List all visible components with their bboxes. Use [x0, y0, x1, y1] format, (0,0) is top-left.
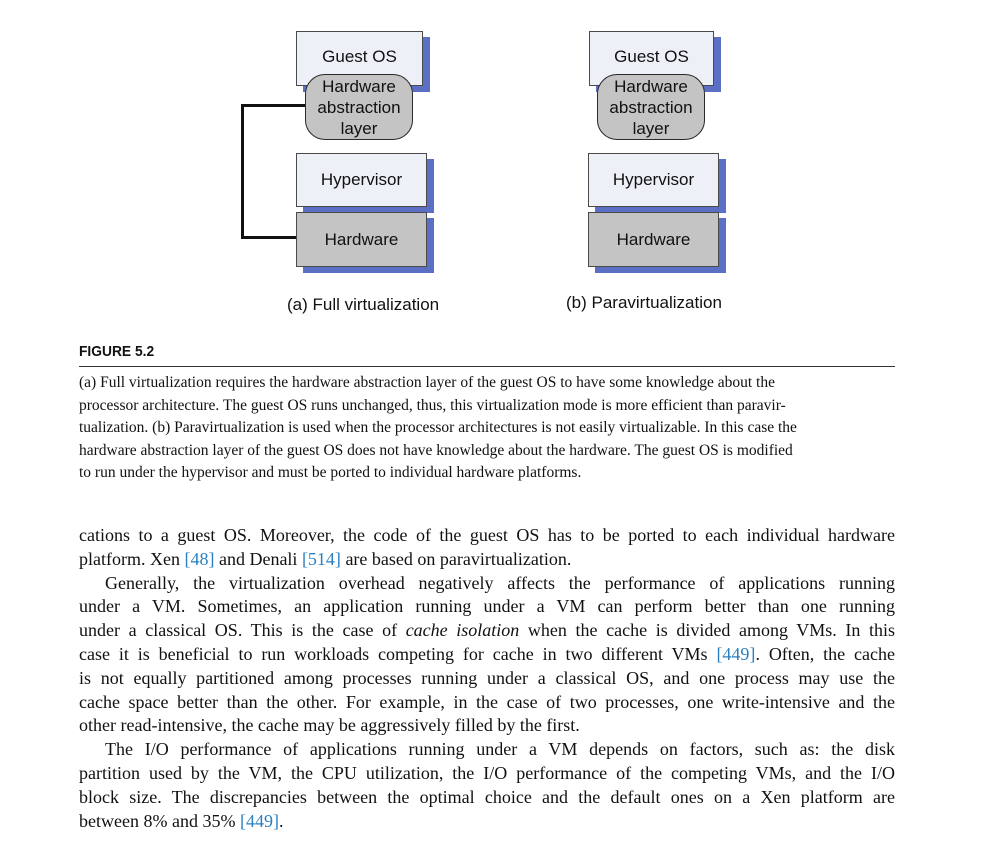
hardware-label: Hardware [616, 229, 691, 249]
connector-line-top [241, 104, 305, 107]
hal-line-2: abstraction [317, 98, 401, 117]
body-line: cache space better than the other. For example, in the case of two processes, one write-intensive and the [79, 691, 895, 712]
hardware-abstraction-layer [305, 74, 413, 140]
text-run: are based on paravirtualization. [340, 548, 572, 569]
hardware-abstraction-layer [597, 74, 705, 140]
hal-line-3: layer [632, 119, 670, 138]
caption-line: processor architecture. The guest OS runs unchanged, thus, this virtualization mode is more efficient than paravir- [79, 396, 786, 414]
body-line: partition used by the VM, the CPU utilization, the I/O performance of the competing VMs, and the I/O [79, 762, 895, 783]
hardware-box [588, 212, 719, 267]
body-line: block size. The discrepancies between the optimal choice and the default ones on a Xen platform are [79, 786, 895, 807]
body-line [79, 810, 895, 834]
connector-line-bottom [241, 236, 298, 239]
body-line: is not equally partitioned among processes running under a classical OS, and one process may use the [79, 667, 895, 688]
citation-link[interactable]: [449] [716, 643, 756, 664]
guest-os-label: Guest OS [614, 47, 689, 66]
body-line: Generally, the virtualization overhead negatively affects the performance of applications running [105, 572, 895, 593]
body-line: under a VM. Sometimes, an application running under a VM can perform better than one running [79, 596, 895, 617]
guest-os-label: Guest OS [322, 47, 397, 66]
caption-rule [79, 366, 895, 367]
caption-line: tualization. (b) Paravirtualization is used when the processor architectures is not easily virtualizable. In this case the [79, 419, 797, 437]
hal-line-2: abstraction [609, 98, 693, 117]
emphasis: cache isolation [405, 620, 520, 641]
text-run: platform. Xen [79, 548, 185, 569]
text-run: between 8% and 35% [79, 810, 240, 831]
text-run: under a classical OS. This is the case of [79, 620, 406, 641]
hardware-label: Hardware [324, 229, 399, 249]
citation-link[interactable]: [48] [184, 548, 215, 569]
body-line [79, 548, 895, 572]
hypervisor-label: Hypervisor [612, 170, 695, 189]
text-run: case it is beneficial to run workloads competing for cache in two different VMs [79, 643, 717, 664]
hardware-box [296, 212, 427, 267]
figure-caption [79, 372, 889, 485]
body-line: The I/O performance of applications running under a VM depends on factors, such as: the disk [105, 739, 895, 760]
body-line: other read-intensive, the cache may be aggressively filled by the first. [79, 715, 580, 736]
hypervisor-box [296, 153, 427, 207]
figure-label: FIGURE 5.2 [79, 343, 155, 360]
body-text [79, 524, 895, 833]
hal-line-1: Hardware [322, 77, 396, 96]
hypervisor-box [588, 153, 719, 207]
hal-line-1: Hardware [614, 77, 688, 96]
connector-line-vertical [241, 104, 244, 239]
text-run: and Denali [214, 548, 302, 569]
citation-link[interactable]: [514] [301, 548, 341, 569]
hal-line-3: layer [340, 119, 378, 138]
caption-line: hardware abstraction layer of the guest OS does not have knowledge about the hardware. The guest OS is modified [79, 441, 793, 459]
body-line [79, 619, 895, 643]
citation-link[interactable]: [449] [239, 810, 279, 831]
text-run: when the cache is divided among VMs. In this [519, 620, 895, 641]
caption-line: to run under the hypervisor and must be ported to individual hardware platforms. [79, 464, 582, 482]
text-run: . [278, 810, 284, 831]
hypervisor-label: Hypervisor [320, 170, 403, 189]
subfigure-caption-a: (a) Full virtualization [287, 295, 440, 314]
text-run: . Often, the cache [755, 643, 895, 664]
subfigure-caption-b: (b) Paravirtualization [566, 293, 722, 312]
body-line: cations to a guest OS. Moreover, the code of the guest OS has to be ported to each individual hardware [79, 525, 895, 545]
caption-line: (a) Full virtualization requires the hardware abstraction layer of the guest OS to have some knowledge about the [79, 374, 775, 391]
body-line [79, 643, 895, 667]
